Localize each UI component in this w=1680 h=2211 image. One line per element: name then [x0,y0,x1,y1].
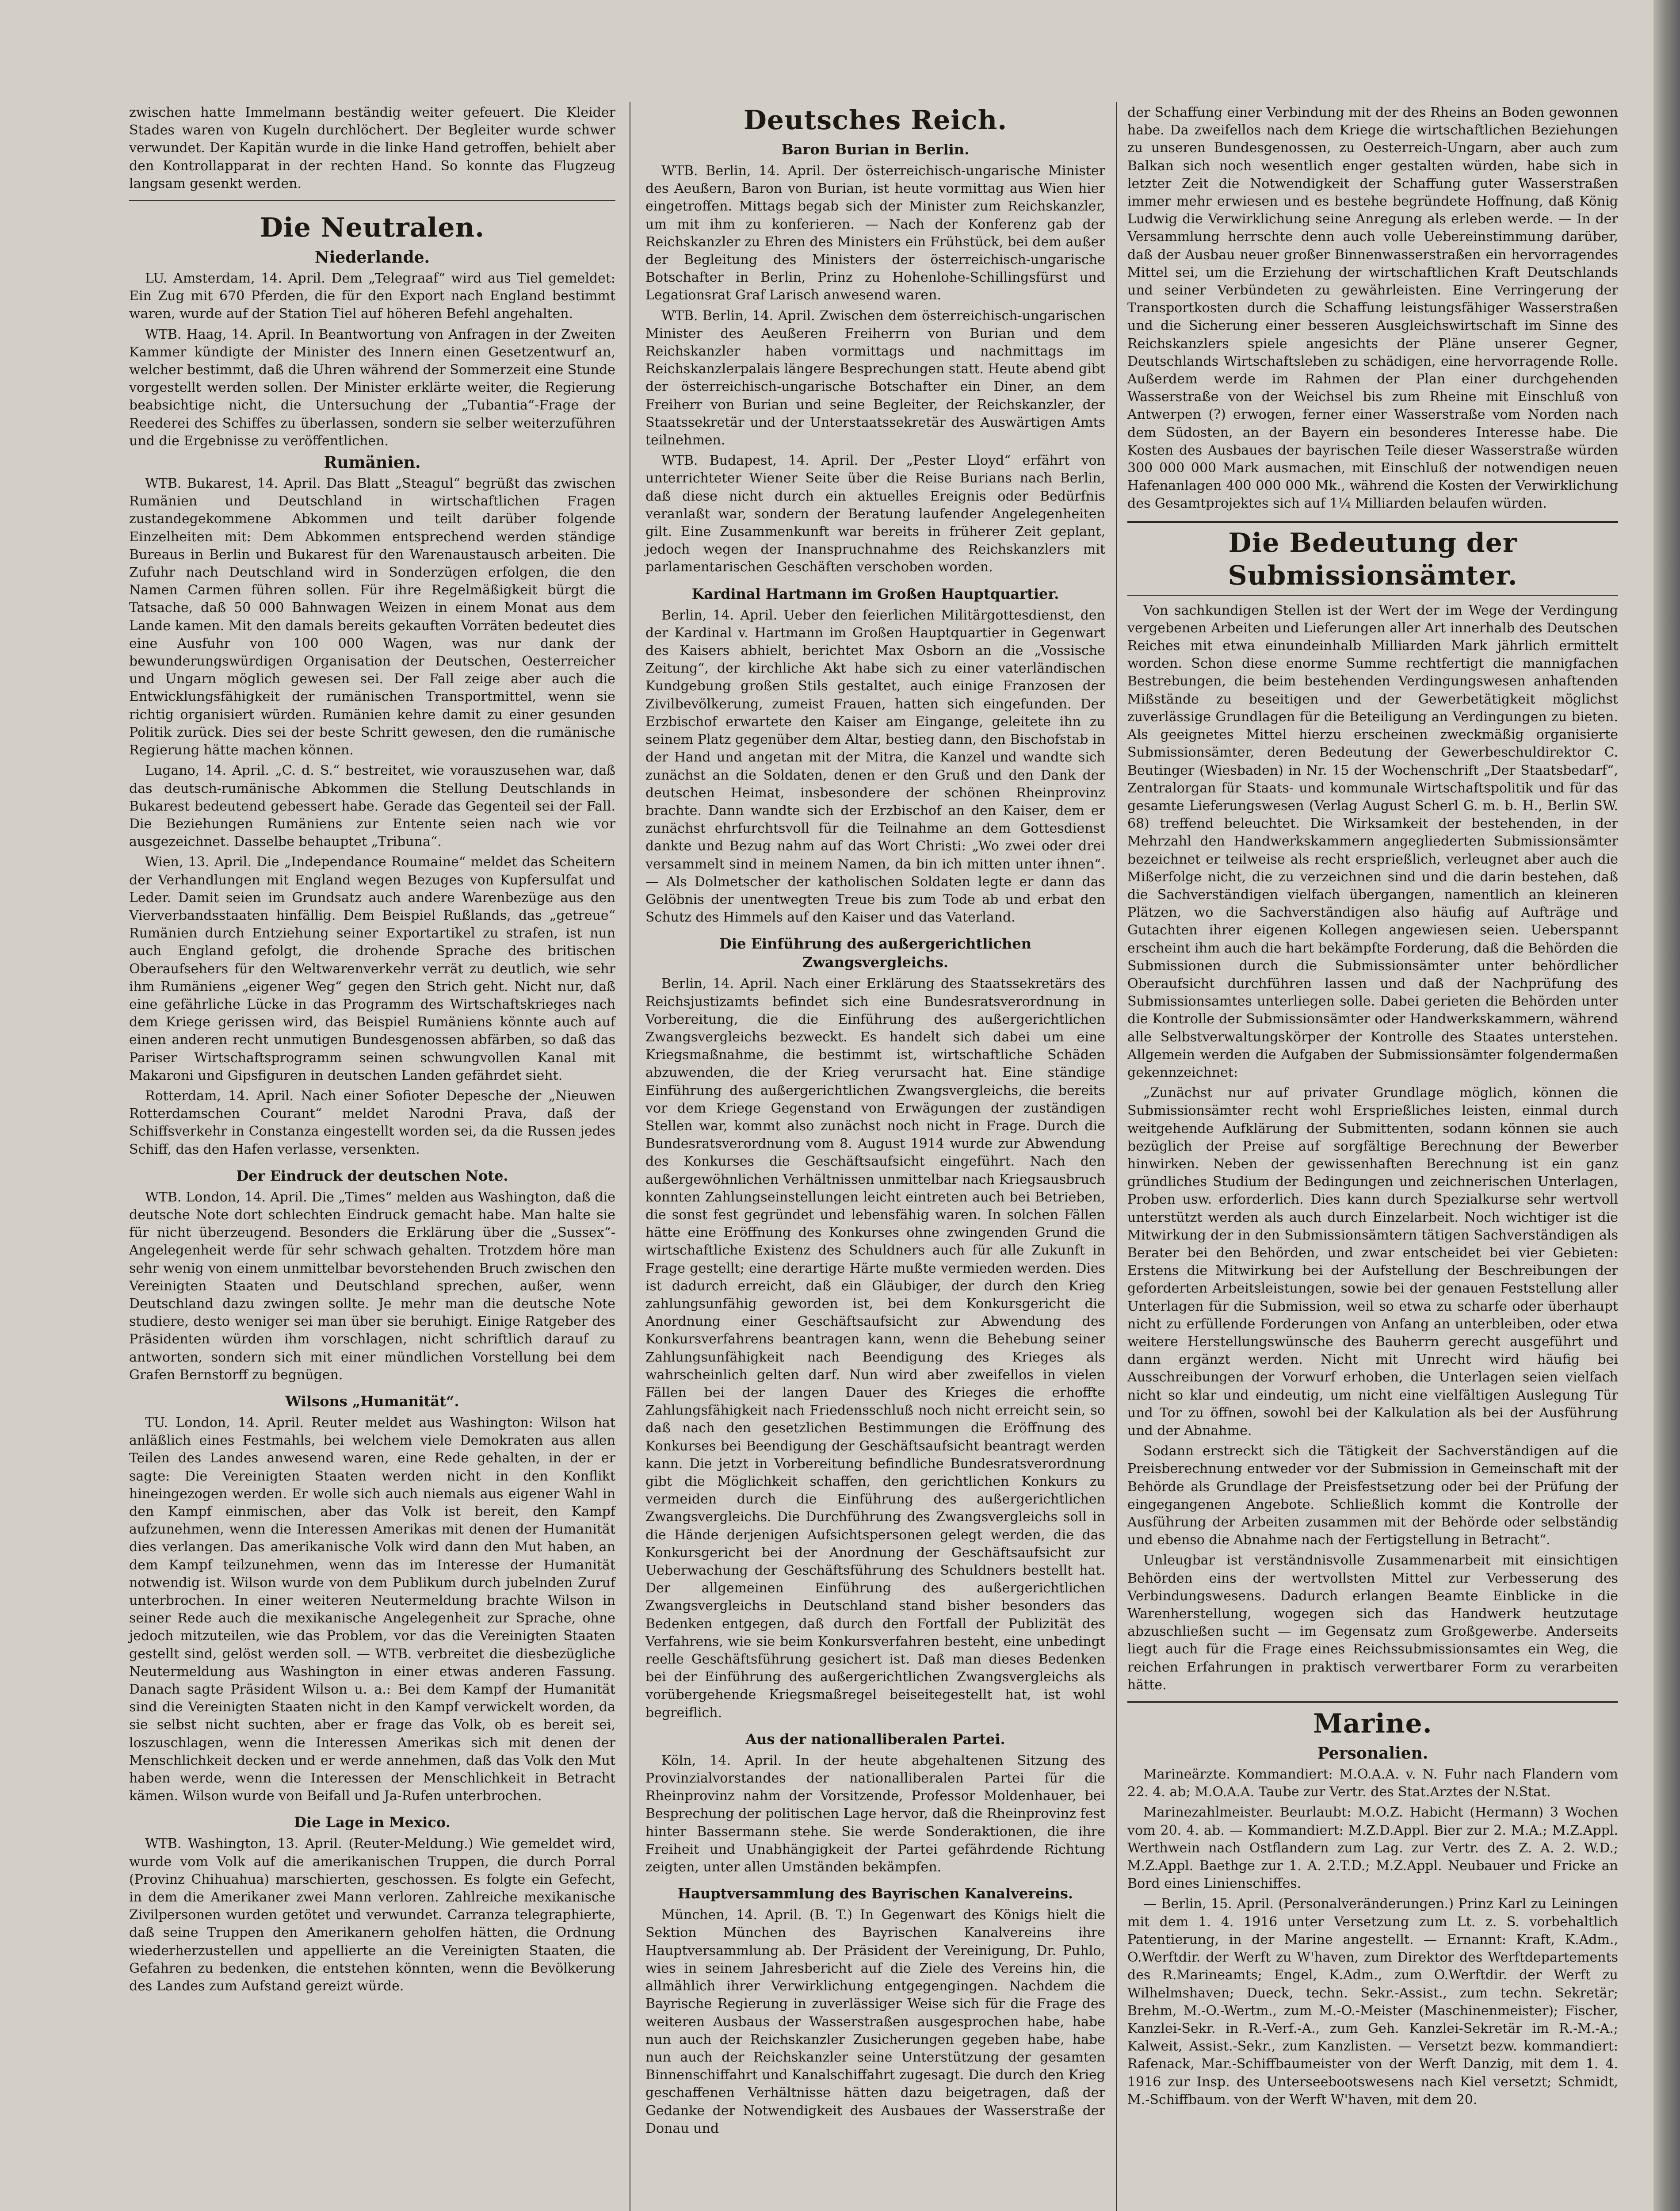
article-text: München, 14. April. (B. T.) In Gegenwart des Königs hielt die Sektion München des Bayrischen Kanalvereins ihre Hauptversammlung ab. Der Präsident der Vereinigung, Dr. Puhlo, wies in seinem Jahresbericht auf die Ziele des Vereins hin, die allmählich ihrer Verwirklichung entgegengingen. Nachdem die Bayrische Regierung in zuverlässiger Weise sich für die Frage des weiteren Ausbaus der Wasserstraßen ausgesprochen habe, habe nun auch der Reichskanzler Zusicherungen gegeben habe, habe nun auch der Reichskanzler seine Unterstützung der gesamten Binnenschiffahrt und Kanalschiffahrt zugesagt. Die durch den Krieg geschaffenen Verhältnisse hätten dazu beigetragen, daß der Gedanke der Notwendigkeit des Ausbaues der Wasserstraße der Donau und [645,1907,1105,2136]
section-title: Marine. [1313,1708,1432,1740]
article-heading: Der Eindruck der deutschen Note. [236,1167,508,1184]
article-text: Von sachkundigen Stellen ist der Wert der im Wege der Verdingung vergebenen Arbeiten und Lieferungen aller Art innerhalb des Deutschen Reiches mit etwa einundeinhalb Milliarden Mark jährlich ermittelt worden. Schon diese enorme Summe rechtfertigt die mannigfachen Bestrebungen, die beim bestehenden Verdingungswesen anhaftenden Mißstände zu beseitigen und der Gewerbetätigkeit möglichst zuverlässige Grundlagen für die Beteiligung an Verdingungen zu bieten. Als geeignetes Mittel hierzu erscheinen zweckmäßig organisierte Submissionsämter, deren Bedeutung der Gewerbeschuldirektor C. Beutinger (Wiesbaden) in Nr. 15 der Wochenschrift „Der Staatsbedarf“, Zentralorgan für Staats- und kommunale Wirtschaftspolitik und für das gesamte Lieferungswesen (Verlag August Scherl G. m. b. H., Berlin SW. 68) treffend beleuchtet. Die Wirksamkeit der bestehenden, in der Mehrzahl den Handwerkskammern angegliederten Submissionsämter bezeichnet er teilweise als recht ersprießlich, verleugnet aber auch die Mißerfolge nicht, die zu verzeichnen sind und die darin bestehen, daß die Sachverständigen vielfach übergangen, namentlich an kleineren Plätzen, wo die Sachverständigen also häufig auf Aufträge und Gutachten ihrer eigenen Kollegen angewiesen seien. Ueberspannt erscheint ihm auch die hart bekämpfte Forderung, daß die Behörden die Submissionen durch die Submissionsämter unter behördlicher Oberaufsicht durchführen lassen und daß der Nachprüfung des Submissionsamtes unterliegen solle. Dabei gerieten die Behörden unter die Kontrolle der Submissionsämter oder Handwerkskammern, während alle Selbstverwaltungskörper der Kontrolle des Staates unterstehen. Allgemein werden die Aufgaben der Submissionsämter folgendermaßen gekennzeichnet: [1127,602,1618,1080]
article-box-title: Die Bedeutung der Submissionsämter. [1127,521,1618,596]
article-heading: Die Lage in Mexico. [294,1814,451,1831]
article-text: — Berlin, 15. April. (Personalveränderungen.) Prinz Karl zu Leiningen mit dem 1. 4. 1916 unter Versetzung zum Lt. z. S. vorbehaltlich Patentierung, in der Marine angestellt. — Ernannt: Kraft, K.Adm., O.Werftdir. der Werft zu W'haven, zum Direktor des Werftdepartements des R.Marineamts; Engel, K.Adm., zum O.Werftdir. der Werft zu Wilhelmshaven; Dueck, techn. Sekr.-Assist., zum techn. Sekretär; Brehm, M.-O.-Wertm., zum M.-O.-Meister (Maschinenmeister); Fischer, Kanzlei-Sekr. in R.-Verf.-A., zum Geh. Kanzlei-Sekretär im R.-M.-A.; Kalweit, Assist.-Sekr., zum Kanzlisten. — Versetzt bezw. kommandiert: Rafenack, Mar.-Schiffbaumeister von der Werft Danzig, mit dem 1. 4. 1916 zur Insp. des Unterseebootswesens nach Kiel versetzt; Schmidt, M.-Schiffbaum. von der Werft W'haven, mit dem 20. [1127,1896,1618,2108]
section-divider [1127,1701,1618,1703]
article-heading: Kardinal Hartmann im Großen Hauptquartier. [691,585,1059,602]
subsection-title: Personalien. [1317,1744,1428,1763]
article-text: Rotterdam, 14. April. Nach einer Sofioter Depesche der „Nieuwen Rotterdamschen Courant“ meldet Narodni Prava, daß der Schiffsverkehr in Constanza eingestellt worden sei, da die Russen jedes Schiff, das den Hafen verlasse, versenkten. [129,1088,615,1157]
article-text: Lugano, 14. April. „C. d. S.“ bestreitet, wie vorauszusehen war, daß das deutsch-rumänische Abkommen die Stellung Deutschlands in Bukarest bedeutend gebessert habe. Gerade das Gegenteil sei der Fall. Die Beziehungen Rumäniens zur Entente seien nach wie vor ausgezeichnet. Dasselbe behauptet „Tribuna“. [129,763,615,850]
section-divider [129,200,615,201]
article-text: zwischen hatte Immelmann beständig weiter gefeuert. Die Kleider Stades waren von Kugeln durchlöchert. Der Begleiter wurde schwer verwundet. Der Kapitän wurde in die linke Hand getroffen, behielt aber den Kontrollapparat in der rechten Hand. So konnte das Flugzeug langsam gesenkt werden. [129,105,615,191]
article-text: WTB. Washington, 13. April. (Reuter-Meldung.) Wie gemeldet wird, wurde vom Volk auf die amerikanischen Truppen, die durch Porral (Provinz Chihuahua) marschierten, geschossen. Es folgte ein Gefecht, in dem die Amerikaner zwei Mann verloren. Zahlreiche mexikanische Zivilpersonen wurden getötet und verwundet. Carranza telegraphierte, daß seine Truppen den Amerikanern geholfen hätten, die Ordnung wiederherzustellen und appellierte an die Vereinigten Staaten, die Gefahren zu bedenken, die entstehen könnten, wenn die Bevölkerung des Landes zum Aufstand gereizt würde. [129,1836,615,1994]
article-heading: Wilsons „Humanität“. [285,1393,459,1410]
article-heading: Die Einführung des außergerichtlichen Zwangsvergleichs. [719,935,1031,971]
article-heading: Baron Burian in Berlin. [781,141,970,158]
article-heading: Aus der nationalliberalen Partei. [745,1730,1005,1748]
column-rule [1116,102,1117,2211]
subsection-title: Rumänien. [324,453,421,472]
article-text: WTB. Berlin, 14. April. Zwischen dem österreichisch-ungarischen Minister des Aeußeren Freiherrn von Burian und dem Reichskanzler haben vormittags und nachmittags im Reichskanzlerpalais längere Besprechungen statt. Heute abend gibt der österreichisch-ungarische Botschafter ein Diner, an dem Freiherr von Burian und seine Begleiter, der Reichskanzler, der Staatssekretär und der Unterstaatssekretär des Auswärtigen Amts teilnehmen. [645,308,1105,448]
article-text: Marinezahlmeister. Beurlaubt: M.O.Z. Habicht (Hermann) 3 Wochen vom 20. 4. ab. — Kommandiert: M.Z.D.Appl. Bier zur 2. M.A.; M.Z.Appl. Werthwein nach Ostflandern zum Lag. zur Vertr. des Z. A. 2. W.D.; M.Z.Appl. Baethge zur 1. A. 2.T.D.; M.Z.Appl. Neubauer und Fricke an Bord eines Linienschiffes. [1127,1805,1618,1892]
article-text: TU. London, 14. April. Reuter meldet aus Washington: Wilson hat anläßlich eines Festmahls, bei welchem viele Demokraten aus allen Teilen des Landes anwesend waren, eine Rede gehalten, in der er sagte: Die Vereinigten Staaten werden nicht in den Konflikt hineingezogen werden. Er wolle sich auch niemals aus eigener Wahl in den Kampf einmischen, aber das Volk ist bereit, den Kampf aufzunehmen, wenn die Interessen Amerikas mit denen der Humanität dies verlangen. Das amerikanische Volk wird dann den Mut haben, an dem Kampf teilzunehmen, wenn das im Interesse der Humanität notwendig ist. Wilson wurde von dem Publikum durch jubelnden Zuruf unterbrochen. In einer weiteren Neutermeldung brachte Wilson in seiner Rede auch die mexikanische Angelegenheit zur Sprache, ohne jedoch mitzuteilen, wie das Problem, vor das die Vereinigten Staaten gestellt sind, gelöst werden soll. — WTB. verbreitet die diesbezügliche Neutermeldung aus Washington in einer etwas anderen Fassung. Danach sagte Präsident Wilson u. a.: Bei dem Kampf der Humanität sind die Vereinigten Staaten nicht in den Kampf verwickelt worden, da sie selbst nicht suchten, aber er frage das Volk, ob es bereit sei, loszuschlagen, wenn die Interessen Amerikas sich mit denen der Menschlichkeit decken und er werde annehmen, daß das Volk den Mut haben werde, wenn die Interessen der Menschlichkeit in Betracht kämen. Wilson wurde von Beifall und Ja-Rufen unterbrochen. [129,1415,615,1804]
article-text: LU. Amsterdam, 14. April. Dem „Telegraaf“ wird aus Tiel gemeldet: Ein Zug mit 670 Pferden, die für den Export nach England bestimmt waren, wurde auf der Station Tiel auf höheren Befehl angehalten. [129,271,615,322]
article-heading: Hauptversammlung des Bayrischen Kanalvereins. [677,1885,1073,1902]
column-3 [1127,104,1618,2211]
article-text: Sodann erstreckt sich die Tätigkeit der Sachverständigen auf die Preisberechnung entweder vor der Submission in Gemeinschaft mit der Behörde als Grundlage der Preisfestsetzung oder bei der Prüfung der eingegangenen Angebote. Schließlich kommt die Kontrolle der Ausführung der Arbeiten zusammen mit der Behörde oder selbständig und ebenso die Abnahme nach der Fertigstellung in Betracht“. [1127,1443,1618,1548]
column-1 [129,104,615,2211]
article-text: Köln, 14. April. In der heute abgehaltenen Sitzung des Provinzialvorstandes der nationalliberalen Partei für die Rheinprovinz nahm der Vorsitzende, Professor Moldenhauer, bei Besprechung der politischen Lage hervor, daß die Rheinprovinz fest hinter Bassermann stehe. Sie werde Sonderaktionen, die ihre Freiheit und Unabhängigkeit der Partei gefährdende Richtung zeigten, unter allen Umständen bekämpfen. [645,1752,1105,1875]
article-text: „Zunächst nur auf privater Grundlage möglich, können die Submissionsämter recht wohl Ersprießliches leisten, einmal durch weitgehende Aufklärung der Submittenten, sodann können sie auch bezüglich der Preise auf sorgfältige Berechnung der Bewerber hinwirken. Neben der gewissenhaften Berechnung ist ein ganz gründliches Studium der Bedingungen und zeichnerischen Unterlagen, Proben usw. erforderlich. Dies kann durch Spezialkurse sehr wertvoll unterstützt werden als auch durch Einzelarbeit. Noch wichtiger ist die Mitwirkung der in den Submissionsämtern tätigen Sachverständigen als Berater bei den Behörden, und zwar entscheidet bei vier Gebieten: Erstens die Mitwirkung bei der Aufstellung der Beschreibungen der geforderten Arbeitsleistungen, sowie bei der genauen Feststellung aller Unterlagen für die Submission, weil so etwa zu scharfe oder überhaupt nicht zu erfüllende Forderungen von Anfang an unterbleiben, oder etwa weitere Herstellungswünsche des Bauherrn gerecht ausgeführt und dann ergänzt werden. Nicht mit Unrecht wird häufig bei Ausschreibungen der Vorwurf erhoben, die Unterlagen seien vielfach nicht so klar und eindeutig, um nicht eine vielfältigen Auslegung Tür und Tor zu öffnen, sowohl bei der Kalkulation als bei der Ausführung und der Abnahme. [1127,1085,1618,1439]
article-text: Berlin, 14. April. Ueber den feierlichen Militärgottesdienst, den der Kardinal v. Hartmann im Großen Hauptquartier in Gegenwart des Kaisers abhielt, berichtet Max Osborn an die „Vossische Zeitung“, der kirchliche Akt habe sich zu einer vaterländischen Kundgebung großen Stils gestaltet, auch einige Franzosen der Zivilbevölkerung, zumeist Frauen, hatten sich eingefunden. Der Erzbischof erwartete den Kaiser am Eingange, geleitete ihn zu seinem Platz gegenüber dem Altar, bestieg dann, den Bischofstab in der Hand und angetan mit der Mitra, die Kanzel und wandte sich zunächst an die Soldaten, denen er den Gruß und den Dank der deutschen Heimat, insbesondere der schönen Rheinprovinz brachte. Dann wandte sich der Erzbischof an den Kaiser, dem er zunächst ehrfurchtsvoll für die Teilnahme an dem Gottesdienst dankte und Bezug nahm auf das Wort Christi: „Wo zwei oder drei versammelt sind in meinem Namen, da bin ich mitten unter ihnen“. — Als Dolmetscher der katholischen Soldaten legte er dann das Gelöbnis der unentwegten Treue bis zum Tode ab und erbat den Schutz des Himmels auf den Kaiser und das Vaterland. [645,607,1105,926]
column-2 [645,104,1105,2211]
subsection-title: Niederlande. [314,248,430,267]
article-text: WTB. Budapest, 14. April. Der „Pester Lloyd“ erfährt von unterrichteter Wiener Seite über die Reise Burians nach Berlin, daß diese nicht durch ein aktuelles Ereignis oder Bedürfnis veranlaßt war, sondern der Beratung laufender Angelegenheiten gilt. Eine Zusammenkunft war bereits in früherer Zeit geplant, jedoch wegen der Inanspruchnahme des Reichskanzlers mit parlamentarischen Geschäften verschoben worden. [645,453,1105,575]
article-text: WTB. Haag, 14. April. In Beantwortung von Anfragen in der Zweiten Kammer kündigte der Minister des Innern einen Gesetzentwurf an, welcher bestimmt, daß die Uhren während der Sommerzeit eine Stunde vorgestellt werden sollen. Der Minister erklärte weiter, die Regierung beabsichtige nicht, die Untersuchung der „Tubantia“-Frage der Reederei des Schiffes zu überlassen, sondern sie selber weiterzuführen und die Ergebnisse zu veröffentlichen. [129,326,615,449]
article-text: WTB. Berlin, 14. April. Der österreichisch-ungarische Minister des Aeußern, Baron von Burian, ist heute vormittag aus Wien hier eingetroffen. Mittags begab sich der Minister zum Reichskanzler, um mit ihm zu konferieren. — Nach der Konferenz gab der Reichskanzler zu Ehren des Ministers ein Frühstück, bei dem außer der Begleitung des Ministers der österreichisch-ungarische Botschafter in Berlin, Prinz zu Hohenlohe-Schillingsfürst und Legationsrat Graf Larisch anwesend waren. [645,163,1105,303]
section-title: Deutsches Reich. [743,105,1008,136]
scan-edge [1653,0,1680,2211]
article-text: Berlin, 14. April. Nach einer Erklärung des Staatssekretärs des Reichsjustizamts befindet sich eine Bundesratsverordnung in Vorbereitung, die die Einführung des außergerichtlichen Zwangsvergleichs bezweckt. Es handelt sich dabei um eine Kriegsmaßnahme, die bestimmt ist, wirtschaftliche Schäden abzuwenden, die der Krieg verursacht hat. Eine ständige Einführung des außergerichtlichen Zwangsvergleichs, die bereits vor dem Kriege Gegenstand von Erwägungen der zuständigen Stellen war, kommt also zunächst noch nicht in Frage. Durch die Bundesratsverordnung vom 8. August 1914 wurde zur Abwendung des Konkurses die Geschäftsaufsicht eingeführt. Nach den außergewöhnlichen Verhältnissen unmittelbar nach Kriegsausbruch konnten Zahlungseinstellungen leicht eintreten auch bei Betrieben, die sonst fest gegründet und lebensfähig waren. In solchen Fällen hätte eine Eröffnung des Konkurses ohne zwingenden Grund die wirtschaftliche Existenz des Schuldners auch für alle Zukunft in Frage gestellt; eine derartige Härte mußte vermieden werden. Dies ist dadurch erreicht, daß ein Gläubiger, der durch den Krieg zahlungsunfähig geworden ist, bei dem Konkursgericht die Anordnung einer Geschäftsaufsicht zur Abwendung des Konkursverfahrens beantragen kann, wenn die Behebung seiner Zahlungsunfähigkeit nach Beendigung des Krieges als wahrscheinlich gelten darf. Nun wird aber zweifellos in vielen Fällen bei der langen Dauer des Krieges die erhoffte Zahlungsfähigkeit nach Friedensschluß noch nicht erreicht sein, so daß nach den gesetzlichen Bestimmungen die Eröffnung des Konkurses bei Beendigung der Geschäftsaufsicht beantragt werden kann. Die jetzt in Vorbereitung befindliche Bundesratsverordnung gibt die Möglichkeit schaffen, den gerichtlichen Konkurs zu vermeiden durch die Einführung des außergerichtlichen Zwangsvergleichs. Die Durchführung des Zwangsvergleichs soll in die Hände derjenigen Aufsichtspersonen gelegt werden, die das Konkursgericht bei der Anordnung der Geschäftsaufsicht zur Ueberwachung der Geschäftsführung des Schuldners bestellt hat. Der allgemeinen Einführung des außergerichtlichen Zwangsvergleichs in Deutschland stand bisher besonders das Bedenken entgegen, daß durch den Fortfall der Publizität des Verfahrens, wie sie beim Konkursverfahren besteht, eine unbedingt reelle Geschäftsführung gesichert ist. Daß man dieses Bedenken bei der Einführung des außergerichtlichen Zwangsvergleichs als vorübergehende Kriegsmaßregel beiseitegestellt hat, ist wohl begreiflich. [645,976,1105,1721]
article-text: der Schaffung einer Verbindung mit der des Rheins an Boden gewonnen habe. Da zweifellos nach dem Kriege die wirtschaftlichen Beziehungen zu unseren Bundesgenossen, zu Oesterreich-Ungarn, aber auch zum Balkan sich noch wesentlich enger gestalten würden, habe sich in letzter Zeit die Notwendigkeit der Schaffung guter Wasserstraßen immer mehr erwiesen und es bestehe begründete Hoffnung, daß König Ludwig die Verwirklichung seine Anregung als erleben werde. — In der Versammlung herrschte denn auch volle Uebereinstimmung darüber, daß der Ausbau neuer großer Binnenwasserstraßen ein hervorragendes Mittel sei, um die Erziehung der wirtschaftlichen Kraft Deutschlands und seiner Verbündeten zu gewährleisten. Eine Verringerung der Transportkosten durch die Schaffung leistungsfähiger Wasserstraßen und die Sicherung einer besseren Ausgleichswirtschaft im Sinne des Reichskanzlers spiele angesichts der Pläne unserer Gegner, Deutschlands Wirtschaftsleben zu schädigen, eine hervorragende Rolle. Außerdem werde im Rahmen der Plan einer durchgehenden Wasserstraße von der Weichsel bis zum Rheine mit Einschluß von Antwerpen (?) erwogen, ferner einer Wasserstraße vom Norden nach dem Südosten, an der Bayern ein besonderes Interesse habe. Die Kosten des Ausbaues der bayrischen Teile dieser Wasserstraße würden 300 000 000 Mark ausmachen, mit Einschluß der notwendigen neuen Hafenanlagen 400 000 000 Mk., während die Kosten der Verwirklichung des Gesamtprojektes sich auf 1¼ Milliarden belaufen würden. [1127,105,1618,512]
article-text: WTB. London, 14. April. Die „Times“ melden aus Washington, daß die deutsche Note dort schlechten Eindruck gemacht habe. Man halte sie für nicht überzeugend. Besonders die Erklärung über die „Sussex“-Angelegenheit werde für sehr schwach gehalten. Trotzdem höre man sehr wenig von einem unmittelbar bevorstehenden Bruch zwischen den Vereinigten Staaten und Deutschland sprechen, außer, wenn Deutschland dazu zwingen sollte. Je mehr man die deutsche Note studiere, desto weniger sei man über sie beruhigt. Einige Ratgeber des Präsidenten würden ihm vorschlagen, nicht schriftlich darauf zu antworten, sondern sich mit einer mündlichen Vorstellung bei dem Grafen Bernstorff zu begnügen. [129,1189,615,1383]
article-text: Wien, 13. April. Die „Independance Roumaine“ meldet das Scheitern der Verhandlungen mit England wegen Bezuges von Kupfersulfat und Leder. Damit seien im Grundsatz auch andere Warenbezüge aus den Vierverbandsstaaten hinfällig. Dem Beispiel Rußlands, das „getreue“ Rumänien durch Entziehung seiner Exportartikel zu strafen, ist nun auch England gefolgt, die drohende Sprache des britischen Oberaufsehers für den Weltwarenverkehr verrät zu deutlich, wie sehr ihm Rumäniens „eigener Weg“ gegen den Strich geht. Nicht nur, daß eine gefährliche Lücke in das Programm des Wirtschaftskrieges nach dem Kriege gerissen wird, das Beispiel Rumäniens könnte auch auf einen anderen recht unmutigen Bundesgenossen abfärben, so daß das Pariser Wirtschaftsprogramm seinen schwungvollen Kanal mit Makaroni und Gipsfiguren in deutschen Landen gefährdet sieht. [129,854,615,1083]
article-text: Unleugbar ist verständnisvolle Zusammenarbeit mit einsichtigen Behörden eins der wertvollsten Mittel zur Verbesserung des Verbindungswesens. Dadurch erlangen Beamte Einblicke in die Warenherstellung, wogegen sich das Handwerk heutzutage abzuschließen sucht — im Gegensatz zum Großgewerbe. Anderseits liegt auch für die Frage eines Reichssubmissionsamtes ein Weg, die reichen Erfahrungen in praktisch verwertbarer Form zu verarbeiten hätte. [1127,1553,1618,1693]
article-text: WTB. Bukarest, 14. April. Das Blatt „Steagul“ begrüßt das zwischen Rumänien und Deutschland in wirtschaftlichen Fragen zustandegekommene Abkommen und teilt darüber folgende Einzelheiten mit: Dem Abkommen entsprechend werden ständige Bureaus in Berlin und Bukarest für den Warenaustausch arbeiten. Die Zufuhr nach Deutschland wird in Sonderzügen erfolgen, die den Namen Carmen führen sollen. Für ihre Regelmäßigkeit bürgt die Tatsache, daß 50 000 Bahnwagen Weizen in einem Monat aus dem Lande kamen. Mit den damals bereits gekauften Vorräten bedeutet dies eine Ausfuhr von 100 000 Wagen, was nur dank der bewunderungswürdigen Organisation der Deutschen, Oesterreicher und Ungarn möglich gewesen sei. Der Fall zeige aber auch die Entwicklungsfähigkeit der rumänischen Transportmittel, wenn sie richtig organisiert würden. Rumänien kehre damit zu einer gesunden Politik zurück. Dies sei der beste Schritt gewesen, den die rumänische Regierung hätte machen können. [129,476,615,758]
section-title: Die Neutralen. [260,212,485,244]
article-text: Marineärzte. Kommandiert: M.O.A.A. v. N. Fuhr nach Flandern vom 22. 4. ab; M.O.A.A. Taube zur Vertr. des Stat.Arztes der N.Stat. [1127,1767,1618,1800]
